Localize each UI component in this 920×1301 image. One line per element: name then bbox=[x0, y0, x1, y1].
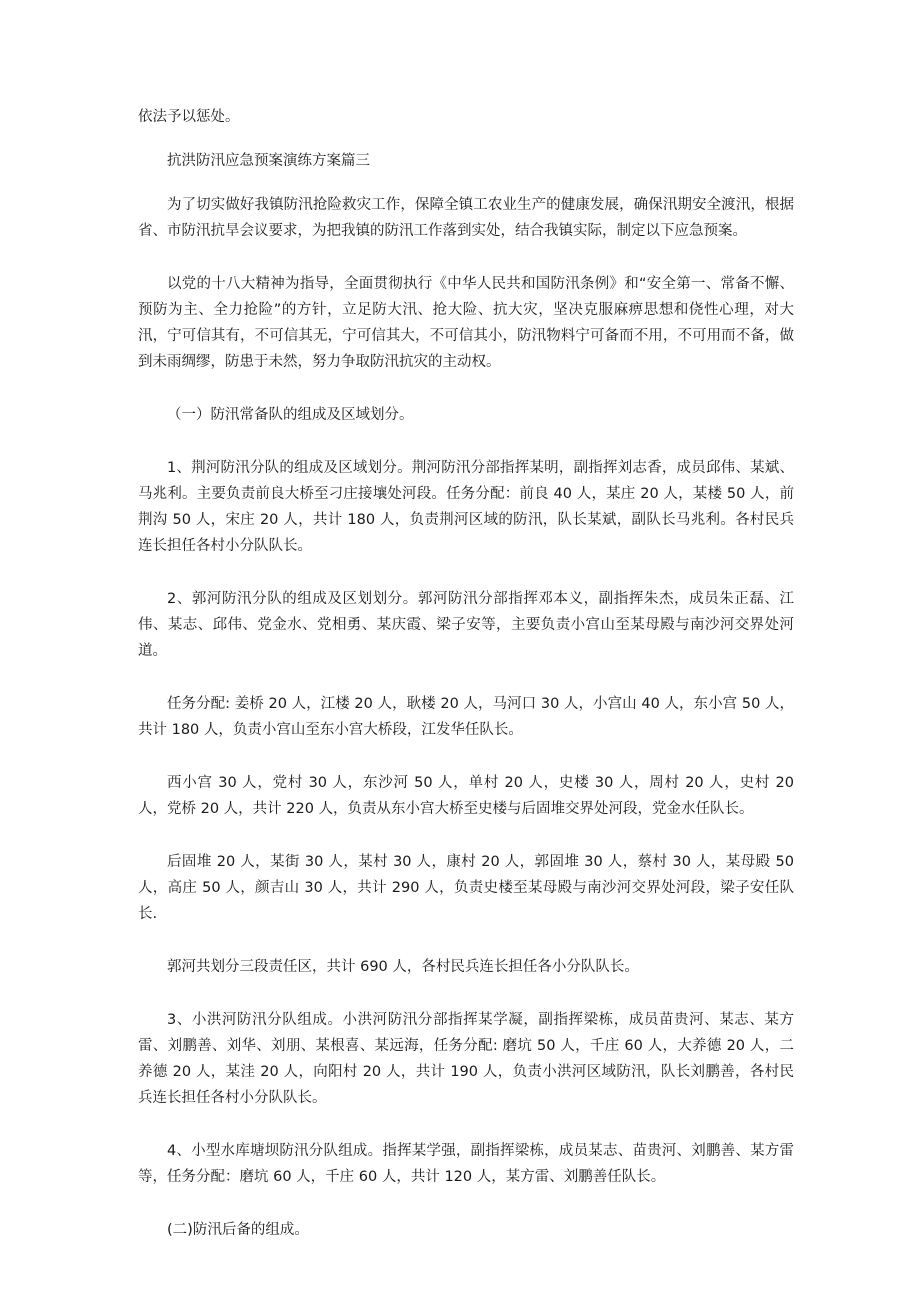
paragraph-heading-1: （一）防汛常备队的组成及区域划分。 bbox=[167, 407, 414, 423]
paragraph-guohe-team: 2、郭河防汛分队的组成及区划划分。郭河防汛分部指挥邓本义，副指挥朱杰，成员朱正磊、江伟、某志、邱伟、党金水、党相勇、某庆霞、梁子安等，主要负责小宫山至某母殿与南沙河交界处河道。 bbox=[138, 591, 794, 659]
paragraph-jinghe-team: 1、荆河防汛分队的组成及区域划分。荆河防汛分部指挥某明，副指挥刘志香，成员邱伟、某斌、马兆利。主要负责前良大桥至刁庄接壤处河段。任务分配：前良 40 人，某庄 20 人，某楼 50 人，前荆沟 50 人，宋庄 20 人，共计 180 人，负责荆河区域的防汛，队长某斌，副队长马兆利。各村民兵连长担任各村小分队队长。 bbox=[138, 460, 794, 554]
paragraph-xiaohonghe-team: 3、小洪河防汛分队组成。小洪河防汛分部指挥某学凝，副指挥梁栋，成员苗贵河、某志、某方雷、刘鹏善、刘华、刘朋、某根喜、某远海，任务分配: 磨坑 50 人，千庄 60 人，大养德 20 人，二养德 20 人，某洼 20 人，向阳村 20 人，共计 190 人，负责小洪河区域防汛，队长刘鹏善，各村民兵连长担任各村小分队队长。 bbox=[138, 1012, 794, 1106]
paragraph-heading-2: (二)防汛后备的组成。 bbox=[167, 1222, 309, 1238]
document-page bbox=[138, 104, 794, 1243]
paragraph-guohe-total: 郭河共划分三段责任区，共计 690 人，各村民兵连长担任各小分队队长。 bbox=[167, 959, 639, 975]
paragraph-reservoir-team: 4、小型水库塘坝防汛分队组成。指挥某学强，副指挥梁栋，成员某志、苗贵河、刘鹏善、某方雷等，任务分配：磨坑 60 人，千庄 60 人，共计 120 人，某方雷、刘鹏善任队长。 bbox=[138, 1143, 794, 1185]
paragraph-guideline: 以党的十八大精神为指导，全面贯彻执行《中华人民共和国防汛条例》和“安全第一、常备不懈、预防为主、全力抢险”的方针，立足防大汛、抢大险、抗大灾，坚决克服麻痹思想和侥性心理，对大汛，宁可信其有，不可信其无，宁可信其大，不可信其小，防汛物料宁可备而不用，不可用而不备，做到未雨绸缪，防患于未然，努力争取防汛抗灾的主动权。 bbox=[138, 276, 794, 370]
section-title: 抗洪防汛应急预案演练方案篇三 bbox=[167, 153, 370, 169]
lead-line: 依法予以惩处。 bbox=[138, 109, 240, 125]
paragraph-intro: 为了切实做好我镇防汛抢险救灾工作，保障全镇工农业生产的健康发展，确保汛期安全渡汛，根据省、市防汛抗旱会议要求，为把我镇的防汛工作落到实处，结合我镇实际，制定以下应急预案。 bbox=[138, 197, 794, 239]
paragraph-task-3: 后固堆 20 人，某街 30 人，某村 30 人，康村 20 人，郭固堆 30 人，蔡村 30 人，某母殿 50 人，高庄 50 人，颜吉山 30 人，共计 290 人，负责史楼至某母殿与南沙河交界处河段，梁子安任队长. bbox=[138, 854, 794, 922]
paragraph-task-2: 西小宫 30 人，党村 30 人，东沙河 50 人，单村 20 人，史楼 30 人，周村 20 人，史村 20 人，党桥 20 人，共计 220 人，负责从东小宫大桥至史楼与后固堆交界处河段，党金水任队长。 bbox=[138, 775, 794, 817]
paragraph-task-1: 任务分配: 姜桥 20 人，江楼 20 人，耿楼 20 人，马河口 30 人，小宫山 40 人，东小宫 50 人，共计 180 人，负责小宫山至东小宫大桥段，江发华任队长。 bbox=[138, 696, 794, 738]
